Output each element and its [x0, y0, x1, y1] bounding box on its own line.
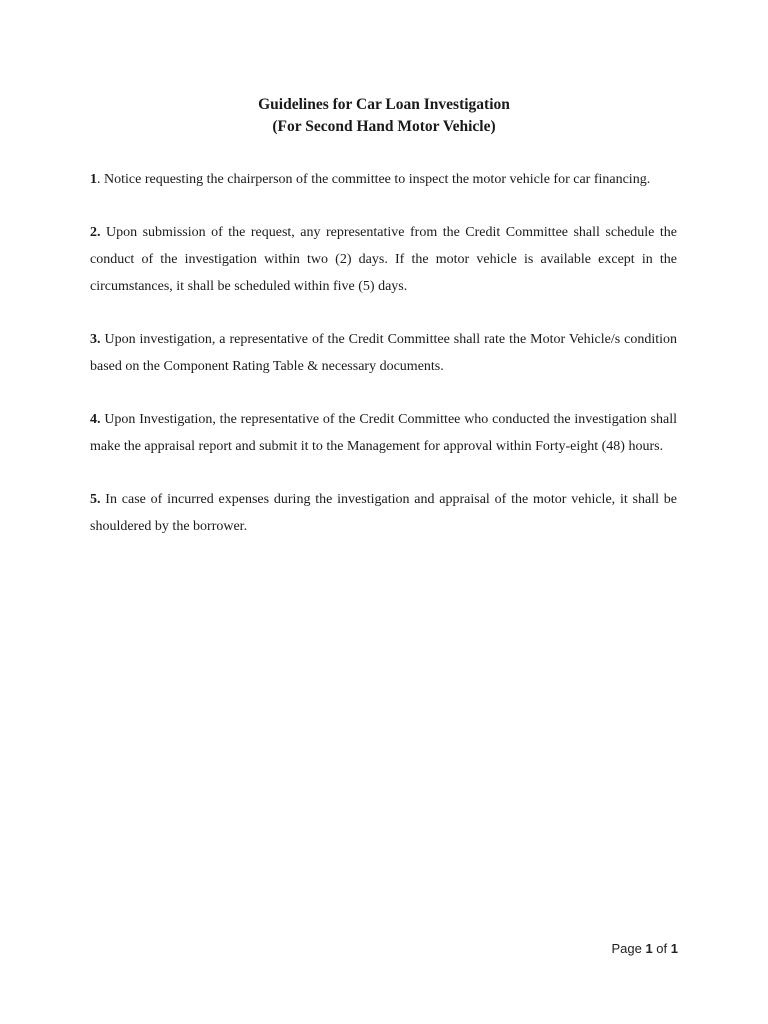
paragraph-text: Upon Investigation, the representative of the Credit Committee who conducted the investigation shall make the appraisal report and submit it to the Management for approval within Forty-eight (48) hours. — [90, 412, 677, 454]
page-number-footer — [611, 941, 678, 956]
title-line-2: (For Second Hand Motor Vehicle) — [272, 118, 496, 135]
paragraph-text: In case of incurred expenses during the investigation and appraisal of the motor vehicle, it shall be shouldered by the borrower. — [90, 492, 677, 534]
paragraph-text: Upon submission of the request, any representative from the Credit Committee shall schedule the conduct of the investigation within two (2) days. If the motor vehicle is available except in the circumstances, it shall be scheduled within five (5) days. — [90, 225, 677, 294]
paragraph-3 — [90, 326, 677, 380]
paragraph-text: Notice requesting the chairperson of the committee to inspect the motor vehicle for car financing. — [100, 172, 651, 187]
document-title — [90, 94, 678, 138]
paragraph-number: 2. — [90, 225, 101, 240]
paragraph-number: 3. — [90, 332, 101, 347]
paragraph-number: 5. — [90, 492, 101, 507]
paragraph-2 — [90, 219, 677, 300]
paragraph-text: Upon investigation, a representative of the Credit Committee shall rate the Motor Vehicle/s condition based on the Component Rating Table & necessary documents. — [90, 332, 677, 374]
paragraph-1 — [90, 166, 677, 193]
paragraph-number-suffix: . — [97, 172, 101, 187]
page-label: Page — [611, 941, 646, 956]
of-label: of — [652, 941, 671, 956]
document-body — [90, 166, 677, 566]
paragraph-4 — [90, 406, 677, 460]
total-pages: 1 — [670, 941, 678, 956]
title-line-1: Guidelines for Car Loan Investigation — [258, 96, 510, 113]
paragraph-number: 4. — [90, 412, 101, 427]
paragraph-5 — [90, 486, 677, 540]
paragraph-number: 1 — [90, 172, 97, 187]
current-page: 1 — [645, 941, 653, 956]
